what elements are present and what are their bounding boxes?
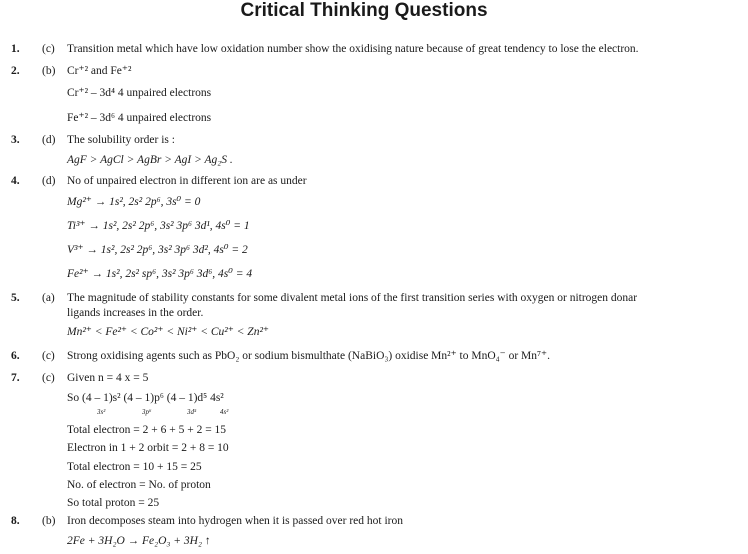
answer-option: (c) (42, 350, 55, 362)
answer-option: (c) (42, 372, 55, 384)
answer-text: Transition metal which have low oxidation number show the oxidising nature because of great tendency to lose the electron. (67, 43, 639, 55)
question-number: 5. (11, 292, 20, 304)
answer-option: (b) (42, 515, 56, 527)
answer-text: The magnitude of stability constants for some divalent metal ions of the first transition series with oxygen or nitrogen donar (67, 292, 638, 304)
calc-line: Total electron = 10 + 15 = 25 (67, 461, 202, 473)
question-number: 2. (11, 65, 20, 77)
question-number: 6. (11, 350, 20, 362)
config-mg: Mg²⁺ → 1s², 2s² 2p⁶, 3s⁰ = 0 (67, 196, 201, 208)
subscript-label: 3d⁵ (187, 408, 197, 416)
given-values: Given n = 4 x = 5 (67, 372, 149, 384)
answer-text-cont: ligands increases in the order. (67, 307, 204, 319)
question-number: 8. (11, 515, 20, 527)
config-fe: Fe²⁺ → 1s², 2s² sp⁶, 3s² 3p⁶ 3d⁶, 4s⁰ = 4 (67, 268, 253, 280)
subscript-label: 4s² (220, 408, 229, 416)
page-title: Critical Thinking Questions (240, 0, 488, 21)
config-ti: Ti³⁺ → 1s², 2s² 2p⁶, 3s² 3p⁶ 3d¹, 4s⁰ = 1 (67, 220, 250, 232)
electron-config-fe: Fe⁺² – 3d⁶ 4 unpaired electrons (67, 112, 212, 124)
config-v: V³⁺ → 1s², 2s² 2p⁶, 3s² 3p⁶ 3d², 4s⁰ = 2 (67, 244, 248, 256)
answer-text: Strong oxidising agents such as PbO₂ or sodium bismulthate (NaBiO₃) oxidise Mn²⁺ to MnO₄⁻ or Mn⁷⁺. (67, 350, 550, 362)
answer-text: Iron decomposes steam into hydrogen when it is passed over red hot iron (67, 515, 403, 527)
subscript-label: 3s² (97, 408, 106, 416)
answer-option: (b) (42, 65, 56, 77)
reaction-equation: 2Fe + 3H₂O → Fe₂O₃ + 3H₂ ↑ (67, 535, 211, 547)
answer-option: (c) (42, 43, 55, 55)
answer-text: The solubility order is : (67, 134, 175, 146)
answer-option: (d) (42, 134, 56, 146)
stability-order: Mn²⁺ < Fe²⁺ < Co²⁺ < Ni²⁺ < Cu²⁺ < Zn²⁺ (67, 326, 269, 338)
ion-pair: Cr⁺² and Fe⁺² (67, 65, 132, 77)
answer-option: (d) (42, 175, 56, 187)
answer-option: (a) (42, 292, 55, 304)
electron-config-cr: Cr⁺² – 3d⁴ 4 unpaired electrons (67, 87, 212, 99)
calc-line: No. of electron = No. of proton (67, 479, 211, 491)
answer-text: No of unpaired electron in different ion are as under (67, 175, 307, 187)
question-number: 7. (11, 372, 20, 384)
config-expression: So (4 – 1)s² (4 – 1)p⁶ (4 – 1)d⁵ 4s² (67, 392, 224, 404)
question-number: 4. (11, 175, 20, 187)
calc-line: So total proton = 25 (67, 497, 160, 509)
question-number: 1. (11, 43, 20, 55)
calc-line: Electron in 1 + 2 orbit = 2 + 8 = 10 (67, 442, 229, 454)
solubility-order: AgF > AgCl > AgBr > AgI > Ag₂S . (67, 154, 233, 166)
subscript-label: 3p⁶ (142, 408, 152, 416)
question-number: 3. (11, 134, 20, 146)
calc-line: Total electron = 2 + 6 + 5 + 2 = 15 (67, 424, 227, 436)
